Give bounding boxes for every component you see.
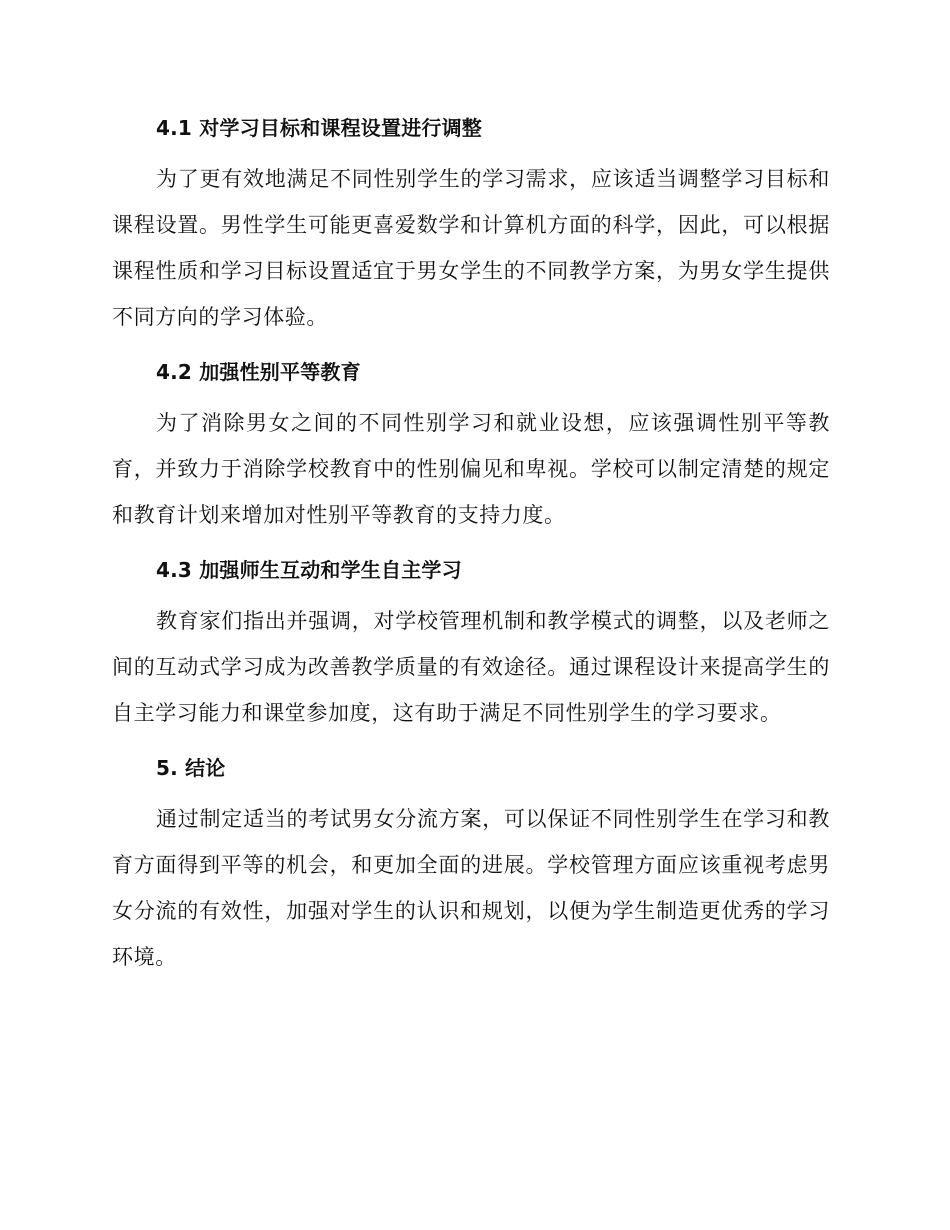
section-heading-4-3: 4.3 加强师生互动和学生自主学习: [156, 558, 462, 582]
section-heading-4-2: 4.2 加强性别平等教育: [156, 360, 361, 384]
section-heading-5: 5. 结论: [156, 756, 226, 780]
document-body: [112, 110, 830, 980]
section-heading-4-1: 4.1 对学习目标和课程设置进行调整: [156, 116, 482, 140]
section-paragraph-4-1: 为了更有效地满足不同性别学生的学习需求，应该适当调整学习目标和课程设置。男性学生可能更喜爱数学和计算机方面的科学，因此，可以根据课程性质和学习目标设置适宜于男女学生的不同教学方案，为男女学生提供不同方向的学习体验。: [112, 167, 830, 329]
section-paragraph-5: 通过制定适当的考试男女分流方案，可以保证不同性别学生在学习和教育方面得到平等的机会，和更加全面的进展。学校管理方面应该重视考虑男女分流的有效性，加强对学生的认识和规划，以便为学生制造更优秀的学习环境。: [112, 807, 830, 969]
section-paragraph-4-2: 为了消除男女之间的不同性别学习和就业设想，应该强调性别平等教育，并致力于消除学校教育中的性别偏见和卑视。学校可以制定清楚的规定和教育计划来增加对性别平等教育的支持力度。: [112, 411, 830, 527]
section-paragraph-4-3: 教育家们指出并强调，对学校管理机制和教学模式的调整，以及老师之间的互动式学习成为改善教学质量的有效途径。通过课程设计来提高学生的自主学习能力和课堂参加度，这有助于满足不同性别学生的学习要求。: [112, 609, 830, 725]
